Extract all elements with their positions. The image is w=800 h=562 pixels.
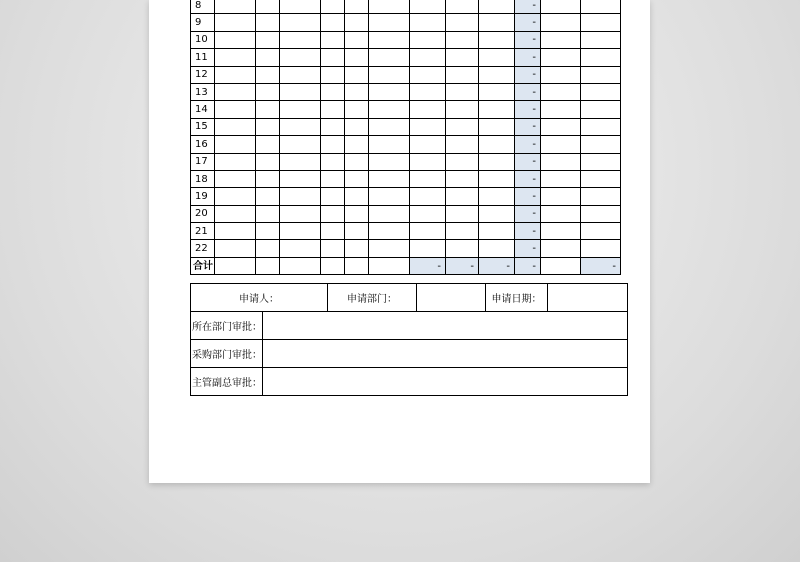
table-cell[interactable]: [479, 101, 515, 118]
table-cell[interactable]: [479, 0, 515, 14]
table-cell[interactable]: [410, 205, 446, 222]
purchase-approval-label: 采购部门审批：: [191, 340, 263, 368]
total-amount-cell: -: [581, 257, 621, 274]
table-cell[interactable]: [345, 14, 369, 31]
table-cell[interactable]: [321, 223, 345, 240]
table-cell[interactable]: [256, 101, 280, 118]
total-amount-cell: -: [479, 257, 515, 274]
table-cell[interactable]: [345, 101, 369, 118]
table-cell[interactable]: [369, 136, 410, 153]
table-cell[interactable]: [345, 153, 369, 170]
vp-approval-row: [191, 368, 628, 396]
table-row: [191, 83, 621, 100]
table-cell[interactable]: [345, 188, 369, 205]
amount-cell: -: [515, 136, 541, 153]
department-label: 申请部门：: [328, 284, 417, 312]
table-cell[interactable]: [256, 14, 280, 31]
table-cell[interactable]: [256, 257, 280, 274]
table-row: [191, 0, 621, 14]
table-cell[interactable]: [321, 240, 345, 257]
table-cell[interactable]: [215, 257, 256, 274]
table-cell[interactable]: [369, 188, 410, 205]
table-cell[interactable]: [369, 83, 410, 100]
table-cell[interactable]: [345, 31, 369, 48]
amount-cell: -: [515, 66, 541, 83]
purchase-request-table: [190, 0, 621, 275]
table-cell[interactable]: [541, 223, 581, 240]
table-cell[interactable]: [541, 66, 581, 83]
table-cell[interactable]: [345, 0, 369, 14]
row-number: 19: [191, 188, 215, 205]
table-cell[interactable]: [541, 136, 581, 153]
table-cell[interactable]: [321, 118, 345, 135]
table-cell[interactable]: [446, 118, 479, 135]
row-number: 14: [191, 101, 215, 118]
table-cell[interactable]: [541, 118, 581, 135]
table-cell[interactable]: [321, 136, 345, 153]
table-cell[interactable]: [410, 153, 446, 170]
amount-cell: -: [515, 240, 541, 257]
table-cell[interactable]: [215, 0, 256, 14]
table-row: [191, 31, 621, 48]
table-cell[interactable]: [321, 66, 345, 83]
amount-cell: -: [515, 188, 541, 205]
table-cell[interactable]: [345, 170, 369, 187]
table-cell[interactable]: [446, 170, 479, 187]
table-cell[interactable]: [581, 66, 621, 83]
table-cell[interactable]: [215, 66, 256, 83]
purchase-approval-cell[interactable]: [263, 340, 628, 368]
table-cell[interactable]: [345, 49, 369, 66]
table-cell[interactable]: [541, 14, 581, 31]
table-cell[interactable]: [369, 205, 410, 222]
table-row: [191, 240, 621, 257]
table-cell[interactable]: [256, 170, 280, 187]
table-cell[interactable]: [321, 101, 345, 118]
table-cell[interactable]: [256, 49, 280, 66]
table-cell[interactable]: [215, 83, 256, 100]
table-cell[interactable]: [345, 240, 369, 257]
table-cell[interactable]: [446, 101, 479, 118]
table-cell[interactable]: [581, 49, 621, 66]
purchase-approval-row: [191, 340, 628, 368]
table-cell[interactable]: [541, 0, 581, 14]
amount-cell: -: [515, 223, 541, 240]
row-number: 8: [191, 0, 215, 14]
table-cell[interactable]: [369, 257, 410, 274]
table-cell[interactable]: [369, 153, 410, 170]
amount-cell: -: [515, 118, 541, 135]
table-cell[interactable]: [280, 31, 321, 48]
table-row: [191, 66, 621, 83]
table-cell[interactable]: [369, 66, 410, 83]
applicant-label: 申请人：: [191, 284, 328, 312]
row-number: 13: [191, 83, 215, 100]
table-row: [191, 118, 621, 135]
table-cell[interactable]: [369, 14, 410, 31]
table-cell[interactable]: [280, 170, 321, 187]
table-cell[interactable]: [446, 0, 479, 14]
table-cell[interactable]: [541, 188, 581, 205]
table-cell[interactable]: [581, 240, 621, 257]
table-cell[interactable]: [479, 66, 515, 83]
table-cell[interactable]: [256, 66, 280, 83]
table-cell[interactable]: [321, 205, 345, 222]
table-cell[interactable]: [410, 223, 446, 240]
table-cell[interactable]: [280, 14, 321, 31]
table-row: [191, 153, 621, 170]
table-cell[interactable]: [541, 205, 581, 222]
table-cell[interactable]: [256, 83, 280, 100]
table-cell[interactable]: [581, 118, 621, 135]
table-cell[interactable]: [280, 240, 321, 257]
table-cell[interactable]: [410, 101, 446, 118]
table-cell[interactable]: [321, 49, 345, 66]
table-cell[interactable]: [446, 223, 479, 240]
table-row: [191, 205, 621, 222]
amount-cell: -: [515, 83, 541, 100]
row-number: 20: [191, 205, 215, 222]
table-cell[interactable]: [280, 118, 321, 135]
table-cell[interactable]: [215, 31, 256, 48]
table-cell[interactable]: [256, 118, 280, 135]
table-cell[interactable]: [446, 83, 479, 100]
total-amount-cell: -: [446, 257, 479, 274]
row-number: 11: [191, 49, 215, 66]
table-cell[interactable]: [256, 188, 280, 205]
amount-cell: -: [515, 153, 541, 170]
table-cell[interactable]: [215, 240, 256, 257]
row-number: 10: [191, 31, 215, 48]
table-cell[interactable]: [479, 14, 515, 31]
table-cell[interactable]: [280, 153, 321, 170]
table-cell[interactable]: [256, 136, 280, 153]
table-cell[interactable]: [280, 136, 321, 153]
table-cell[interactable]: [446, 188, 479, 205]
table-cell[interactable]: [256, 153, 280, 170]
table-cell[interactable]: [581, 205, 621, 222]
department-value-cell[interactable]: [417, 284, 486, 312]
total-amount-cell: -: [515, 257, 541, 274]
row-number: 12: [191, 66, 215, 83]
table-cell[interactable]: [410, 66, 446, 83]
table-cell[interactable]: [215, 170, 256, 187]
table-cell[interactable]: [479, 83, 515, 100]
table-cell[interactable]: [541, 170, 581, 187]
table-cell[interactable]: [479, 223, 515, 240]
table-cell[interactable]: [581, 83, 621, 100]
table-cell[interactable]: [479, 240, 515, 257]
table-cell[interactable]: [280, 49, 321, 66]
table-cell[interactable]: [581, 0, 621, 14]
table-cell[interactable]: [446, 153, 479, 170]
date-value-cell[interactable]: [548, 284, 628, 312]
applicant-row: [191, 284, 628, 312]
table-cell[interactable]: [479, 118, 515, 135]
table-cell[interactable]: [345, 118, 369, 135]
table-cell[interactable]: [446, 49, 479, 66]
amount-cell: -: [515, 205, 541, 222]
table-cell[interactable]: [410, 240, 446, 257]
table-cell[interactable]: [280, 66, 321, 83]
table-cell[interactable]: [256, 205, 280, 222]
table-row: [191, 49, 621, 66]
table-cell[interactable]: [321, 257, 345, 274]
table-cell[interactable]: [369, 49, 410, 66]
table-cell[interactable]: [215, 49, 256, 66]
vp-approval-label: 主管副总审批：: [191, 368, 263, 396]
table-row: [191, 223, 621, 240]
table-cell[interactable]: [446, 240, 479, 257]
table-cell[interactable]: [345, 223, 369, 240]
table-cell[interactable]: [541, 101, 581, 118]
table-cell[interactable]: [321, 170, 345, 187]
table-cell[interactable]: [410, 118, 446, 135]
row-number: 21: [191, 223, 215, 240]
table-cell[interactable]: [280, 205, 321, 222]
table-cell[interactable]: [369, 118, 410, 135]
table-cell[interactable]: [446, 205, 479, 222]
table-cell[interactable]: [369, 31, 410, 48]
table-cell[interactable]: [345, 205, 369, 222]
table-row: [191, 188, 621, 205]
table-cell[interactable]: [369, 240, 410, 257]
table-cell[interactable]: [345, 136, 369, 153]
amount-cell: -: [515, 170, 541, 187]
table-cell[interactable]: [215, 101, 256, 118]
table-cell[interactable]: [410, 170, 446, 187]
table-cell[interactable]: [280, 0, 321, 14]
table-cell[interactable]: [369, 223, 410, 240]
table-cell[interactable]: [215, 223, 256, 240]
table-cell[interactable]: [479, 205, 515, 222]
table-cell[interactable]: [215, 118, 256, 135]
row-number: 18: [191, 170, 215, 187]
total-amount-cell: -: [410, 257, 446, 274]
table-cell[interactable]: [280, 257, 321, 274]
table-cell[interactable]: [479, 188, 515, 205]
table-cell[interactable]: [410, 14, 446, 31]
table-cell[interactable]: [321, 31, 345, 48]
table-cell[interactable]: [479, 170, 515, 187]
table-cell[interactable]: [581, 136, 621, 153]
table-cell[interactable]: [581, 31, 621, 48]
table-cell[interactable]: [345, 66, 369, 83]
table-cell[interactable]: [321, 83, 345, 100]
table-cell[interactable]: [410, 136, 446, 153]
table-cell[interactable]: [321, 188, 345, 205]
table-cell[interactable]: [280, 188, 321, 205]
total-row: [191, 257, 621, 274]
table-cell[interactable]: [581, 188, 621, 205]
total-label: 合计: [191, 257, 215, 274]
table-cell[interactable]: [280, 101, 321, 118]
table-cell[interactable]: [446, 31, 479, 48]
table-cell[interactable]: [345, 257, 369, 274]
table-cell[interactable]: [581, 153, 621, 170]
row-number: 16: [191, 136, 215, 153]
table-row: [191, 170, 621, 187]
date-label: 申请日期：: [486, 284, 548, 312]
table-cell[interactable]: [541, 240, 581, 257]
table-cell[interactable]: [446, 136, 479, 153]
amount-cell: -: [515, 101, 541, 118]
row-number: 17: [191, 153, 215, 170]
table-cell[interactable]: [581, 101, 621, 118]
amount-cell: -: [515, 14, 541, 31]
table-row: [191, 101, 621, 118]
table-cell[interactable]: [581, 170, 621, 187]
row-number: 9: [191, 14, 215, 31]
amount-cell: -: [515, 49, 541, 66]
table-cell[interactable]: [541, 257, 581, 274]
table-cell[interactable]: [479, 31, 515, 48]
dept-approval-label: 所在部门审批：: [191, 312, 263, 340]
table-cell[interactable]: [410, 31, 446, 48]
table-row: [191, 14, 621, 31]
table-cell[interactable]: [581, 14, 621, 31]
approval-section: [190, 283, 628, 396]
table-cell[interactable]: [345, 83, 369, 100]
table-cell[interactable]: [410, 0, 446, 14]
table-cell[interactable]: [479, 153, 515, 170]
table-cell[interactable]: [581, 223, 621, 240]
amount-cell: -: [515, 0, 541, 14]
table-cell[interactable]: [321, 0, 345, 14]
table-cell[interactable]: [321, 14, 345, 31]
table-cell[interactable]: [410, 83, 446, 100]
table-cell[interactable]: [446, 14, 479, 31]
table-cell[interactable]: [541, 83, 581, 100]
table-cell[interactable]: [280, 83, 321, 100]
table-cell[interactable]: [446, 66, 479, 83]
table-cell[interactable]: [410, 188, 446, 205]
table-cell[interactable]: [215, 153, 256, 170]
table-cell[interactable]: [321, 153, 345, 170]
row-number: 15: [191, 118, 215, 135]
table-cell[interactable]: [256, 240, 280, 257]
table-cell[interactable]: [541, 49, 581, 66]
table-cell[interactable]: [215, 188, 256, 205]
table-cell[interactable]: [256, 223, 280, 240]
table-cell[interactable]: [369, 0, 410, 14]
table-cell[interactable]: [369, 101, 410, 118]
table-cell[interactable]: [479, 136, 515, 153]
table-cell[interactable]: [280, 223, 321, 240]
table-cell[interactable]: [369, 170, 410, 187]
dept-approval-cell[interactable]: [263, 312, 628, 340]
table-cell[interactable]: [215, 205, 256, 222]
dept-approval-row: [191, 312, 628, 340]
table-cell[interactable]: [541, 31, 581, 48]
row-number: 22: [191, 240, 215, 257]
amount-cell: -: [515, 31, 541, 48]
table-cell[interactable]: [410, 49, 446, 66]
table-row: [191, 136, 621, 153]
vp-approval-cell[interactable]: [263, 368, 628, 396]
table-cell[interactable]: [541, 153, 581, 170]
table-cell[interactable]: [256, 0, 280, 14]
table-cell[interactable]: [256, 31, 280, 48]
table-cell[interactable]: [215, 14, 256, 31]
table-cell[interactable]: [479, 49, 515, 66]
table-cell[interactable]: [215, 136, 256, 153]
